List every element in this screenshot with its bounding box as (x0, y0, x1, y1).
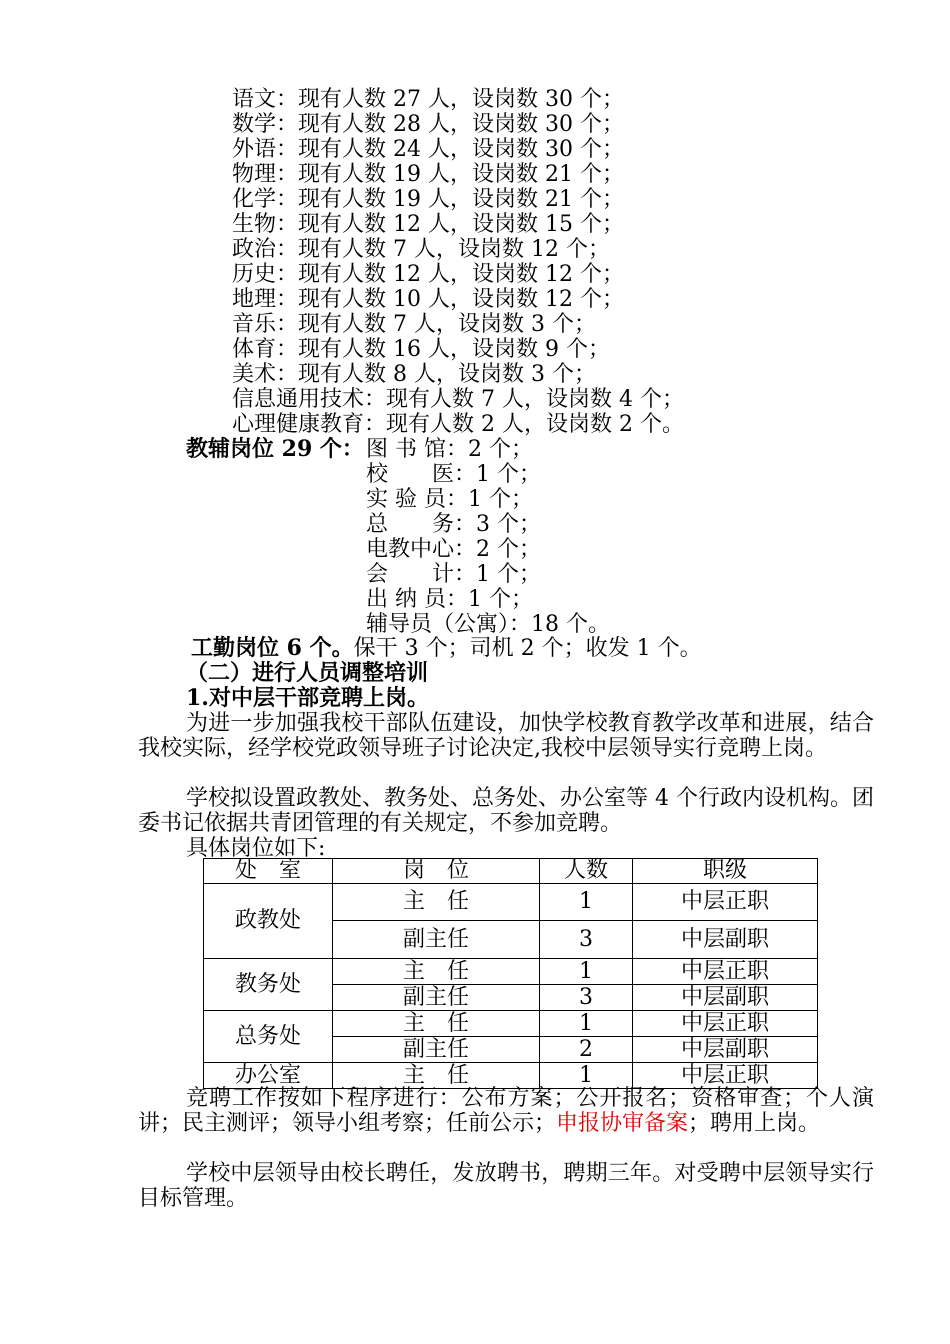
paragraph: 为进一步加强我校干部队伍建设，加快学校教育教学改革和进展，结合我校实际，经学校党政领导班子讨论决定,我校中层领导实行竞聘上岗。 (138, 711, 874, 761)
post-cell: 副主任 (333, 1037, 540, 1063)
subject-line: 化学：现有人数 19 人，设岗数 21 个； (232, 187, 624, 212)
dept-cell: 教务处 (204, 959, 333, 1011)
level-cell: 中层副职 (633, 985, 818, 1011)
aux-post-line: 图 书 馆：2 个； (366, 437, 533, 462)
count-cell: 3 (540, 921, 633, 959)
subject-line: 体育：现有人数 16 人，设岗数 9 个； (232, 337, 610, 362)
subject-line: 政治：现有人数 7 人，设岗数 12 个； (232, 237, 610, 262)
count-cell: 1 (540, 959, 633, 985)
dept-cell: 办公室 (204, 1063, 333, 1089)
subject-line: 语文：现有人数 27 人，设岗数 30 个； (232, 87, 624, 112)
table-header-cell: 岗 位 (333, 859, 540, 884)
table-row (204, 959, 818, 985)
post-cell: 主 任 (333, 959, 540, 985)
aux-post-line: 会 计：1 个； (366, 562, 541, 587)
aux-post-line: 辅导员（公寓）：18 个。 (366, 612, 610, 637)
post-cell: 主 任 (333, 1011, 540, 1037)
count-cell: 1 (540, 1011, 633, 1037)
level-cell: 中层副职 (633, 921, 818, 959)
level-cell: 中层正职 (633, 959, 818, 985)
subject-line: 地理：现有人数 10 人，设岗数 12 个； (232, 287, 624, 312)
worker-post-line (191, 636, 702, 661)
count-cell: 1 (540, 884, 633, 921)
post-cell: 主 任 (333, 884, 540, 921)
post-table (203, 858, 818, 1089)
table-header-row (204, 859, 818, 884)
subject-line: 美术：现有人数 8 人，设岗数 3 个； (232, 362, 596, 387)
count-cell: 1 (540, 1063, 633, 1089)
worker-post-heading: 工勤岗位 6 个。 (191, 635, 354, 661)
table-row (204, 884, 818, 921)
subject-line: 外语：现有人数 24 人，设岗数 30 个； (232, 137, 624, 162)
aux-post-line: 电教中心：2 个； (366, 537, 541, 562)
aux-post-heading: 教辅岗位 29 个： (186, 436, 364, 462)
subject-line: 历史：现有人数 12 人，设岗数 12 个； (232, 262, 624, 287)
level-cell: 中层正职 (633, 1063, 818, 1089)
level-cell: 中层正职 (633, 884, 818, 921)
table-row (204, 1011, 818, 1037)
subject-line: 音乐：现有人数 7 人，设岗数 3 个； (232, 312, 596, 337)
table-header-cell: 处 室 (204, 859, 333, 884)
highlighted-text: 申报协审备案 (556, 1111, 689, 1136)
count-cell: 3 (540, 985, 633, 1011)
subject-line: 心理健康教育：现有人数 2 人，设岗数 2 个。 (232, 412, 684, 437)
paragraph: 学校中层领导由校长聘任，发放聘书，聘期三年。对受聘中层领导实行目标管理。 (138, 1161, 874, 1211)
subject-post-list (232, 87, 684, 437)
paragraph-text: ；聘用上岗。 (688, 1111, 821, 1136)
worker-post-text: 保干 3 个；司机 2 个；收发 1 个。 (353, 636, 702, 661)
paragraph (138, 1086, 874, 1136)
subject-line: 生物：现有人数 12 人，设岗数 15 个； (232, 212, 624, 237)
level-cell: 中层正职 (633, 1011, 818, 1037)
aux-post-line: 实 验 员：1 个； (366, 487, 533, 512)
subject-line: 数学：现有人数 28 人，设岗数 30 个； (232, 112, 624, 137)
sub-heading: 1.对中层干部竞聘上岗。 (186, 685, 429, 711)
aux-post-line: 总 务：3 个； (366, 512, 541, 537)
paragraph: 具体岗位如下: (186, 836, 326, 861)
table-row (204, 1063, 818, 1089)
post-cell: 主 任 (333, 1063, 540, 1089)
paragraph: 学校拟设置政教处、教务处、总务处、办公室等 4 个行政内设机构。团委书记依据共青团管理的有关规定，不参加竞聘。 (138, 786, 874, 836)
table-header-cell: 人数 (540, 859, 633, 884)
paragraph-text: 竞聘工作按如下程序进行：公布方案；公开报名；资格审查；个人演讲；民主测评；领导小组考察；任前公示； (138, 1086, 874, 1136)
subject-line: 信息通用技术：现有人数 7 人，设岗数 4 个； (232, 387, 684, 412)
count-cell: 2 (540, 1037, 633, 1063)
aux-post-line: 校 医：1 个； (366, 462, 541, 487)
section-heading: （二）进行人员调整培训 (186, 660, 429, 686)
aux-post-line: 出 纳 员：1 个； (366, 587, 533, 612)
table-header-cell: 职级 (633, 859, 818, 884)
dept-cell: 总务处 (204, 1011, 333, 1063)
post-cell: 副主任 (333, 985, 540, 1011)
level-cell: 中层副职 (633, 1037, 818, 1063)
post-cell: 副主任 (333, 921, 540, 959)
aux-post-list (366, 437, 610, 637)
dept-cell: 政教处 (204, 884, 333, 959)
subject-line: 物理：现有人数 19 人，设岗数 21 个； (232, 162, 624, 187)
